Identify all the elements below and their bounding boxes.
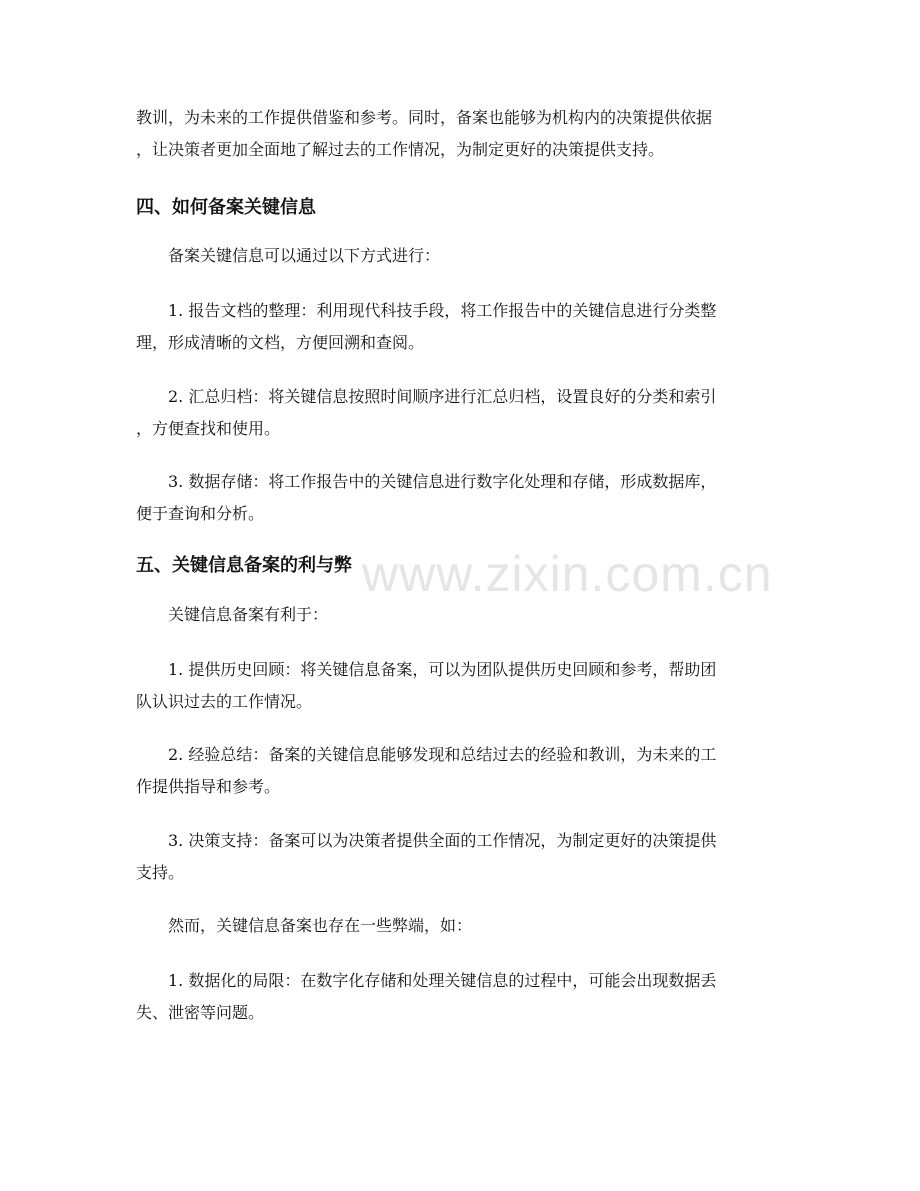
section4-lead	[136, 240, 818, 272]
paragraph-line: 3. 决策支持：备案可以为决策者提供全面的工作情况，为制定更好的决策提供	[168, 831, 717, 850]
paragraph-line: 失、泄密等问题。	[136, 1003, 265, 1022]
paragraph-line: 1. 提供历史回顾：将关键信息备案，可以为团队提供历史回顾和参考，帮助团	[168, 660, 717, 679]
paragraph-line: ，让决策者更加全面地了解过去的工作情况，为制定更好的决策提供支持。	[136, 140, 665, 159]
section4-item-2	[136, 381, 818, 445]
paragraph-line: 作提供指导和参考。	[136, 777, 281, 796]
paragraph-line: 3. 数据存储：将工作报告中的关键信息进行数字化处理和存储，形成数据库，	[168, 472, 717, 491]
intro-paragraph	[136, 102, 786, 166]
section-heading-5: 五、关键信息备案的利与弊	[136, 555, 352, 576]
paragraph-line: 队认识过去的工作情况。	[136, 692, 313, 711]
section4-item-1	[136, 295, 818, 359]
paragraph-line: 1. 数据化的局限：在数字化存储和处理关键信息的过程中，可能会出现数据丢	[168, 971, 717, 990]
section5-pros-lead	[136, 599, 818, 631]
paragraph-line: 便于查询和分析。	[136, 504, 265, 523]
section5-pro-3	[136, 825, 818, 889]
paragraph-line: 然而，关键信息备案也存在一些弊端，如：	[168, 916, 473, 935]
paragraph-line: 理，形成清晰的文档，方便回溯和查阅。	[136, 333, 425, 352]
section5-cons-lead	[136, 910, 818, 942]
paragraph-line: 支持。	[136, 863, 185, 882]
section5-con-1	[136, 965, 818, 1029]
paragraph-line: 备案关键信息可以通过以下方式进行：	[168, 246, 441, 265]
section5-pro-2	[136, 739, 818, 803]
paragraph-line: 2. 汇总归档：将关键信息按照时间顺序进行汇总归档，设置良好的分类和索引	[168, 387, 717, 406]
paragraph-line: ，方便查找和使用。	[136, 419, 281, 438]
section5-pro-1	[136, 654, 818, 718]
section-heading-4: 四、如何备案关键信息	[136, 197, 316, 218]
section4-item-3	[136, 466, 818, 530]
paragraph-line: 2. 经验总结：备案的关键信息能够发现和总结过去的经验和教训，为未来的工	[168, 745, 717, 764]
watermark: www.zixin.com.cn	[362, 546, 773, 602]
paragraph-line: 教训，为未来的工作提供借鉴和参考。同时，备案也能够为机构内的决策提供依据	[136, 108, 713, 127]
paragraph-line: 关键信息备案有利于：	[168, 605, 329, 624]
paragraph-line: 1. 报告文档的整理：利用现代科技手段，将工作报告中的关键信息进行分类整	[168, 301, 717, 320]
